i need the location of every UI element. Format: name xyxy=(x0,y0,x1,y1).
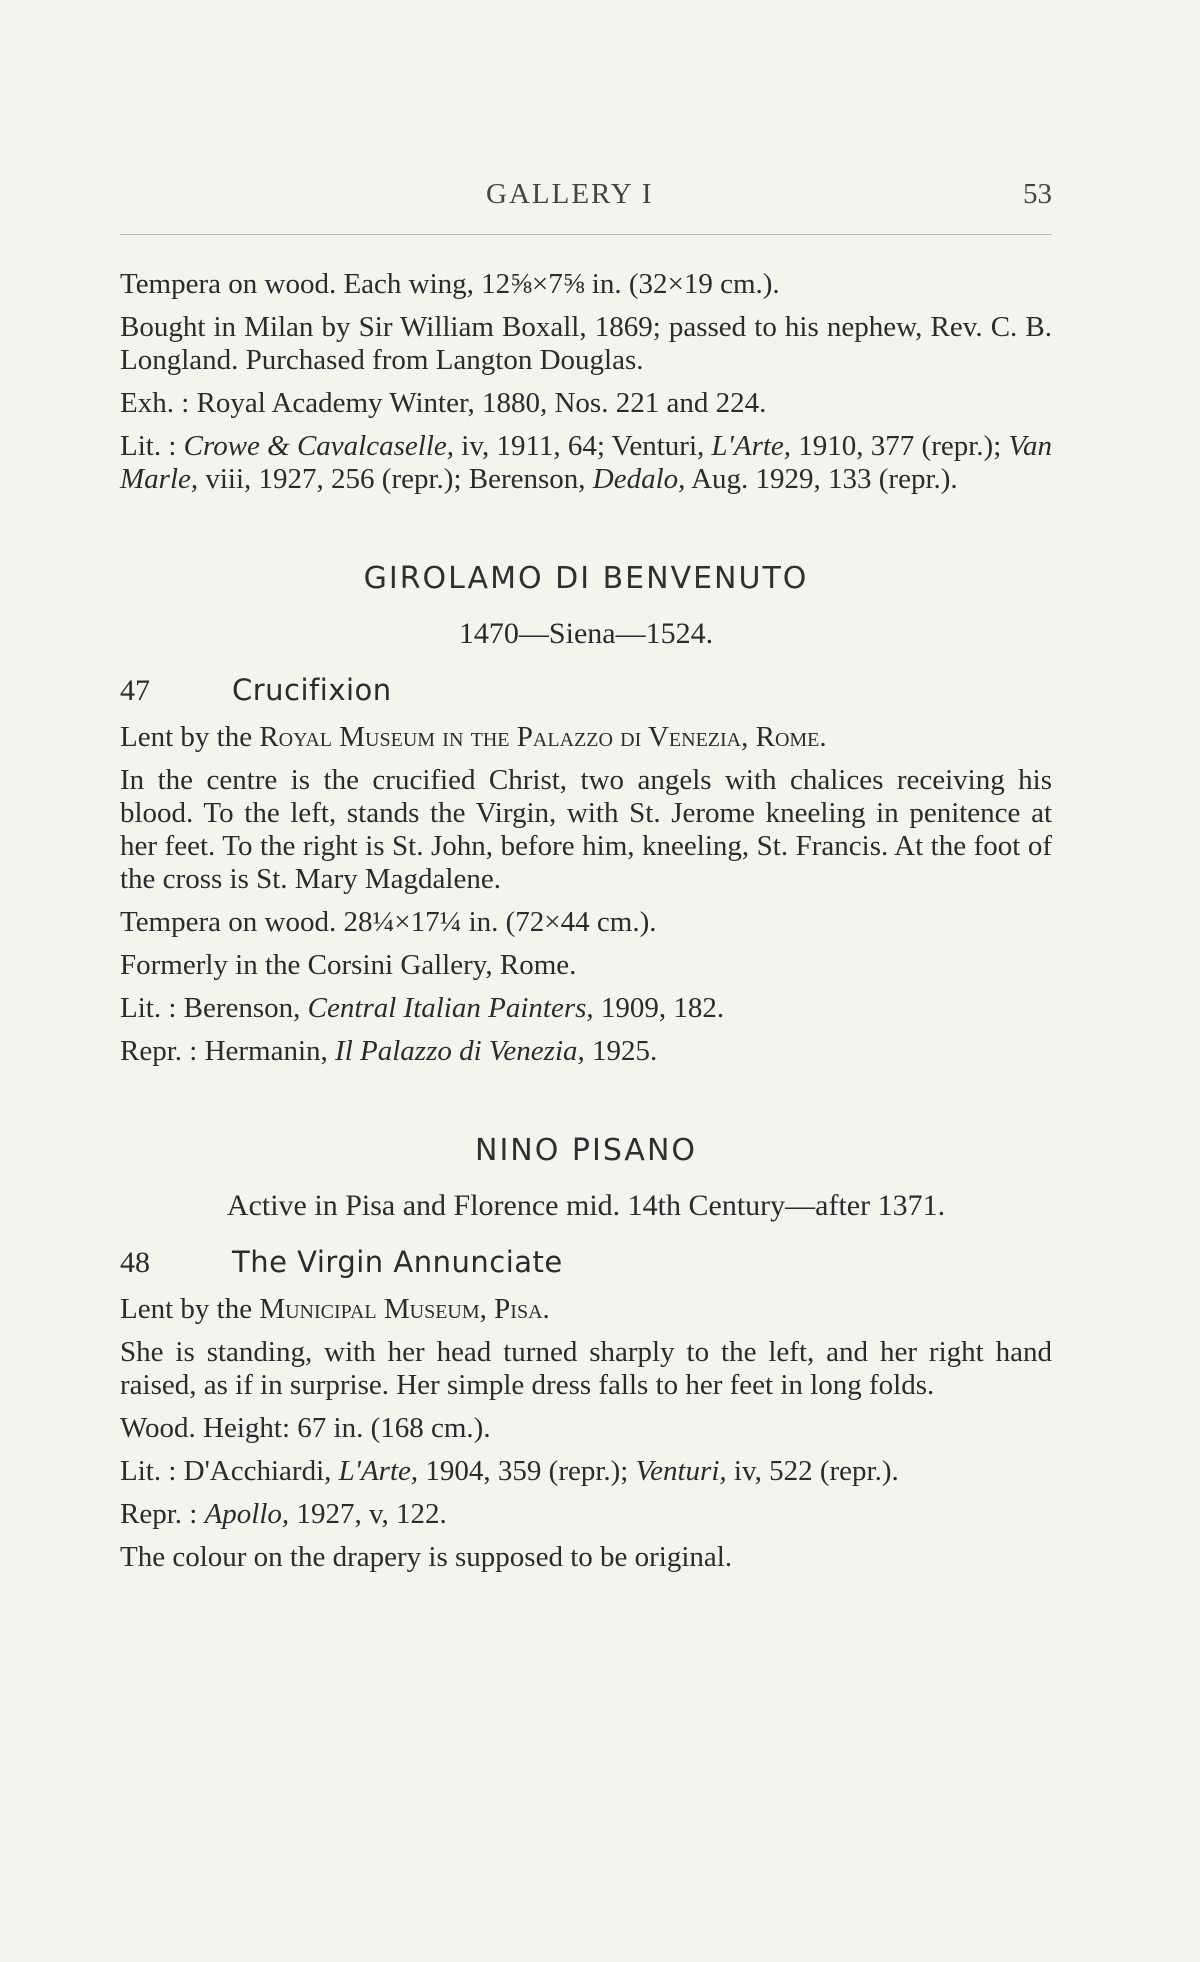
gallery-title: GALLERY I xyxy=(486,178,654,210)
repr-prefix: Repr. : xyxy=(120,1498,205,1530)
entry-literature xyxy=(120,1455,1052,1488)
lit-text: 1904, 359 (repr.); xyxy=(418,1455,636,1487)
repr-text: 1927, v, 122. xyxy=(289,1498,447,1530)
entry-medium: Wood. Height: 67 in. (168 cm.). xyxy=(120,1412,491,1444)
lit-text: 1909, 182. xyxy=(593,992,725,1024)
entry-description: She is standing, with her head turned sharply to the left, and her right hand raised, as if in surprise. Her simple dress falls to her feet in long folds. xyxy=(120,1336,1052,1401)
entry-reproduction xyxy=(120,1035,1052,1068)
lit-ref-dedalo: Dedalo, xyxy=(592,463,686,495)
repr-prefix: Repr. : Hermanin, xyxy=(120,1035,336,1067)
continued-literature xyxy=(120,430,1052,496)
artist-dates: 1470—Siena—1524. xyxy=(458,617,714,650)
repr-ref: Apollo, xyxy=(204,1498,290,1530)
entry-provenance: Formerly in the Corsini Gallery, Rome. xyxy=(120,949,577,981)
page-number: 53 xyxy=(1023,178,1052,210)
page-body xyxy=(120,268,1052,1584)
lit-prefix: Lit. : Berenson, xyxy=(120,992,308,1024)
entry-title: Crucifixion xyxy=(232,673,392,707)
entry-reproduction xyxy=(120,1498,1052,1531)
lit-ref: L'Arte, xyxy=(338,1455,419,1487)
entry-title: The Virgin Annunciate xyxy=(232,1245,563,1279)
lit-prefix: Lit. : xyxy=(120,430,184,462)
header-rule xyxy=(120,234,1052,235)
entry-note: The colour on the drapery is supposed to be original. xyxy=(120,1541,733,1573)
lit-ref-vanmarle: Van Marle, xyxy=(120,430,1053,495)
lender-name: Municipal Museum, Pisa. xyxy=(259,1293,550,1325)
catalogue-entry-heading xyxy=(120,674,1052,707)
lit-text: iv, 1911, 64; Venturi, xyxy=(454,430,712,462)
lender xyxy=(120,1293,1052,1326)
artist-heading: NINO PISANO xyxy=(475,1133,697,1168)
lit-ref-larte: L'Arte, xyxy=(711,430,792,462)
lender xyxy=(120,721,1052,754)
continued-exhibition: Exh. : Royal Academy Winter, 1880, Nos. 221 and 224. xyxy=(120,387,767,419)
running-header xyxy=(120,178,1052,218)
continued-medium: Tempera on wood. Each wing, 12⅝×7⅝ in. (32×19 cm.). xyxy=(120,268,780,300)
lit-ref-crowe: Crowe & Cavalcaselle, xyxy=(183,430,455,462)
repr-ref: Il Palazzo di Venezia, xyxy=(335,1035,585,1067)
entry-description: In the centre is the crucified Christ, two angels with chalices receiving his blood. To the left, stands the Virgin, with St. Jerome kneeling in penitence at her feet. To the right is St. John, before him, kneeling, St. Francis. At the foot of the cross is St. Mary Magdalene. xyxy=(120,764,1052,895)
lit-text: viii, 1927, 256 (repr.); Berenson, xyxy=(198,463,593,495)
lit-text: Aug. 1929, 133 (repr.). xyxy=(685,463,958,495)
entry-number: 48 xyxy=(120,1246,150,1279)
catalogue-entry-heading xyxy=(120,1246,1052,1279)
lit-ref: Venturi, xyxy=(635,1455,727,1487)
artist-heading: GIROLAMO DI BENVENUTO xyxy=(363,561,809,596)
lender-prefix: Lent by the xyxy=(120,721,260,753)
entry-number: 47 xyxy=(120,674,150,707)
entry-literature xyxy=(120,992,1052,1025)
continued-provenance: Bought in Milan by Sir William Boxall, 1869; passed to his nephew, Rev. C. B. Longland. Purchased from Langton Douglas. xyxy=(120,311,1052,376)
lit-text: iv, 522 (repr.). xyxy=(726,1455,899,1487)
artist-dates: Active in Pisa and Florence mid. 14th Century—after 1371. xyxy=(226,1189,946,1222)
lit-text: 1910, 377 (repr.); xyxy=(791,430,1009,462)
repr-text: 1925. xyxy=(584,1035,658,1067)
lit-ref: Central Italian Painters, xyxy=(307,992,594,1024)
lit-prefix: Lit. : D'Acchiardi, xyxy=(120,1455,339,1487)
lender-prefix: Lent by the xyxy=(120,1293,260,1325)
lender-name: Royal Museum in the Palazzo di Venezia, Rome. xyxy=(259,721,827,753)
entry-medium: Tempera on wood. 28¼×17¼ in. (72×44 cm.). xyxy=(120,906,657,938)
